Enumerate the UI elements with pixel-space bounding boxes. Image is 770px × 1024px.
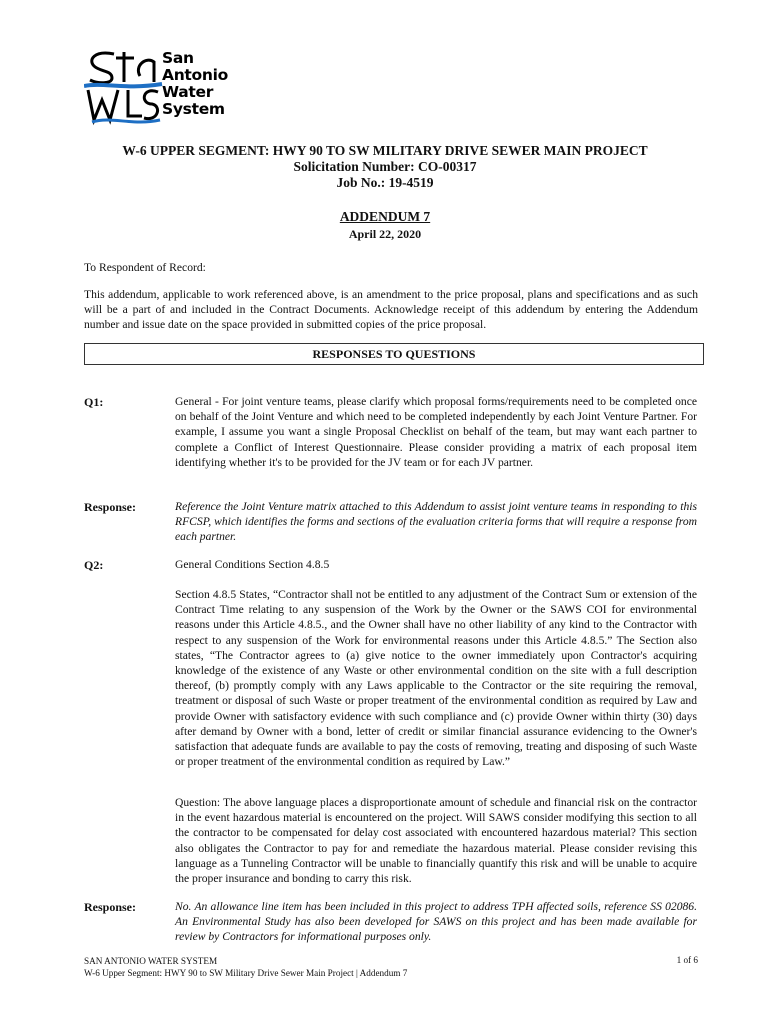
logo-line: Antonio — [162, 66, 228, 84]
question-text: Section 4.8.5 States, “Contractor shall not be entitled to any adjustment of the Contract Sum or extension of the Contract Time relating to any suspension of the Work by the Owner or the SAWS COI for environmental reasons under this Article 4.8.5., and the Owner shall have no other liability of any kind to the Contractor with respect to any suspension of the Work for environmental reasons under this Article 4.8.5.” The Section also states, “The Contractor agrees to (a) give notice to the owner immediately upon Contractor's acquiring knowledge of the existence of any Waste or other environmental condition on the site with a full description thereof, (b) promptly comply with any Laws applicable to the Contractor or the site requiring the removal, treatment or disposal of such Waste or proper treatment of the environmental condition as required by Law and provide Owner with satisfactory evidence with such compliance and (c) provide Owner within thirty (30) days after demand by Owner with a bond, letter of credit or similar financial assurance evidencing to the Owner's satisfaction that adequate funds are available to pay the costs of removing, treating and disposing of such Waste or proper treatment of the environmental condition as required by Law.” — [175, 588, 697, 769]
footer-doc: W-6 Upper Segment: HWY 90 to SW Military Drive Sewer Main Project | Addendum 7 — [84, 968, 408, 978]
footer — [84, 955, 407, 979]
addendum-date: April 22, 2020 — [348, 227, 422, 241]
logo-line: San — [162, 49, 194, 67]
section-heading: RESPONSES TO QUESTIONS — [84, 343, 704, 365]
response-label: Response: — [84, 500, 137, 514]
footer-org: SAN ANTONIO WATER SYSTEM — [84, 956, 218, 966]
response-label: Response: — [84, 900, 137, 914]
logo-wordmark — [162, 50, 228, 118]
question-text: General - For joint venture teams, please clarify which proposal forms/requirements need to be completed once on behalf of the Joint Venture and which need to be completed independently by each Joint Venture Partner. For example, I assume you want a single Proposal Checklist on behalf of the team, but may want each partner to complete a Conflict of Interest Questionnaire. Please consider providing a matrix of each proposal item identifying whether it's to be provided for the JV team or for each JV partner. — [175, 395, 697, 469]
response-text: Reference the Joint Venture matrix attached to this Addendum to assist joint venture teams in responding to this RFCSP, which identifies the forms and sections of the evaluation criteria forms that will require a response from each partner. — [175, 500, 697, 544]
salutation: To Respondent of Record: — [84, 261, 206, 274]
logo-line: System — [162, 100, 225, 118]
job-number: Job No.: 19-4519 — [336, 175, 434, 190]
question-label: Q2: — [84, 558, 104, 572]
logo-line: Water — [162, 83, 214, 101]
document-header — [0, 143, 770, 191]
question-body: Question: The above language places a disproportionate amount of schedule and financial risk on the contractor in the event hazardous material is encountered on the project. Will SAWS consider modifying this section to all the contractor to be compensated for delay cost associated with encountered hazardous material? This section also obligates the Contractor to pay for and remediate the hazardous material. Please consider revising this language as a Tunneling Contractor will be unable to financially quantify this risk and will be unable to acquire the proper insurance and bonding to carry this risk. — [175, 796, 697, 886]
intro-paragraph: This addendum, applicable to work referenced above, is an amendment to the price proposal, plans and specifications and as such will be a part of and included in the Contract Documents. Acknowledge receipt of this addendum by entering the Addendum number and issue date on the space provided in submitted copies of the price proposal. — [84, 288, 698, 332]
project-title: W-6 UPPER SEGMENT: HWY 90 TO SW MILITARY DRIVE SEWER MAIN PROJECT — [122, 143, 648, 158]
question-heading: General Conditions Section 4.8.5 — [175, 558, 330, 571]
addendum-title: ADDENDUM 7 — [339, 209, 431, 224]
solicitation-number: Solicitation Number: CO-00317 — [293, 159, 477, 174]
response-text: No. An allowance line item has been included in this project to address TPH affected soils, reference SS 02086. An Environmental Study has also been developed for SAWS on this project and has been made available for review by Contractors for informational purposes only. — [175, 900, 697, 944]
question-label: Q1: — [84, 395, 104, 409]
page-number: 1 of 6 — [676, 955, 698, 965]
